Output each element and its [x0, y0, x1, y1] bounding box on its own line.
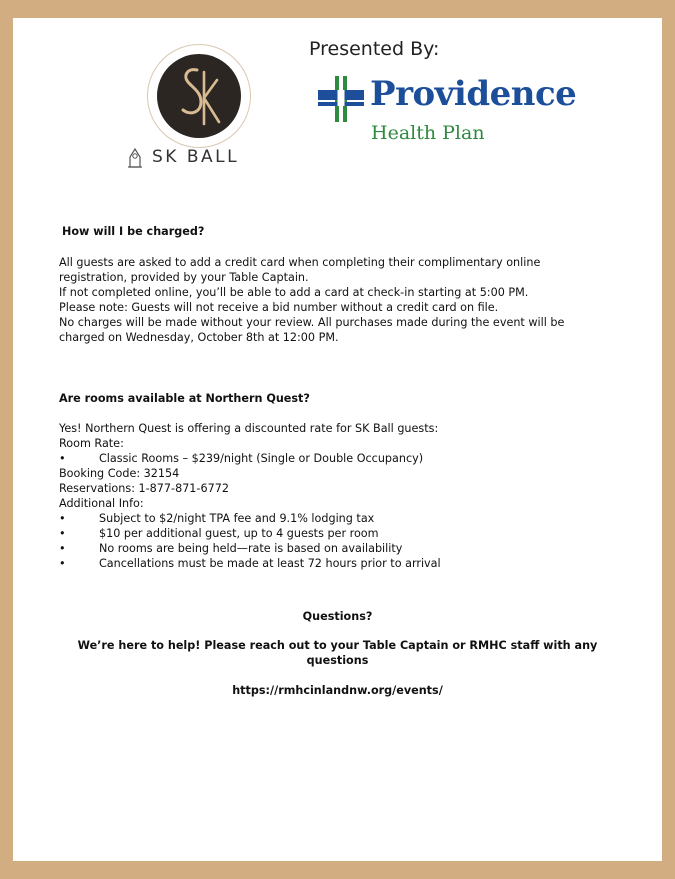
charge-line: Please note: Guests will not receive a bid number without a credit card on file. [59, 301, 499, 314]
room-rate-label: Room Rate: [59, 437, 124, 450]
events-link[interactable]: https://rmhcinlandnw.org/events/ [232, 684, 443, 697]
questions-line-2: questions [306, 654, 369, 667]
questions-line-1: We’re here to help! Please reach out to your Table Captain or RMHC staff with any [77, 639, 598, 652]
presented-by: Presented By: [309, 38, 440, 60]
list-item [59, 556, 441, 571]
logo-badge [157, 54, 241, 138]
sponsor-subtitle: Health Plan [371, 122, 485, 144]
list-item [59, 451, 441, 466]
sk-monogram-icon [157, 54, 241, 138]
rooms-intro: Yes! Northern Quest is offering a discounted rate for SK Ball guests: [59, 422, 439, 435]
list-item-text: Classic Rooms – $239/night (Single or Double Occupancy) [99, 452, 424, 465]
bullet: • [59, 527, 66, 540]
charge-line: No charges will be made without your review. All purchases made during the event will be [59, 316, 565, 329]
list-item-text: No rooms are being held—rate is based on availability [99, 542, 403, 555]
rmhc-emblem-icon [126, 145, 144, 169]
rooms-heading: Are rooms available at Northern Quest? [59, 392, 310, 405]
additional-info-label: Additional Info: [59, 497, 144, 510]
sponsor-name: Providence [370, 74, 577, 114]
charge-line: All guests are asked to add a credit card when completing their complimentary online [59, 256, 541, 269]
list-item-text: Subject to $2/night TPA fee and 9.1% lodging tax [99, 512, 375, 525]
providence-cross-icon [318, 76, 364, 122]
charge-line: charged on Wednesday, October 8th at 12:00 PM. [59, 331, 339, 344]
questions-heading: Questions? [302, 610, 373, 623]
list-item [59, 511, 441, 526]
reservations-phone: Reservations: 1-877-871-6772 [59, 482, 229, 495]
charge-heading: How will I be charged? [62, 225, 205, 238]
bullet: • [59, 512, 66, 525]
bullet: • [59, 452, 66, 465]
list-item [59, 541, 441, 556]
list-item [59, 526, 441, 541]
sk-ball-logo [147, 44, 251, 148]
charge-body [59, 255, 564, 345]
document-page [13, 18, 662, 861]
bullet: • [59, 542, 66, 555]
booking-code: Booking Code: 32154 [59, 467, 180, 480]
charge-line: registration, provided by your Table Captain. [59, 271, 309, 284]
brand-row [126, 144, 239, 170]
charge-line: If not completed online, you’ll be able to add a card at check-in starting at 5:00 PM. [59, 286, 529, 299]
bullet: • [59, 557, 66, 570]
list-item-text: $10 per additional guest, up to 4 guests per room [99, 527, 379, 540]
list-item-text: Cancellations must be made at least 72 hours prior to arrival [99, 557, 441, 570]
rooms-body [59, 421, 441, 571]
brand-name: SK BALL [152, 147, 240, 167]
